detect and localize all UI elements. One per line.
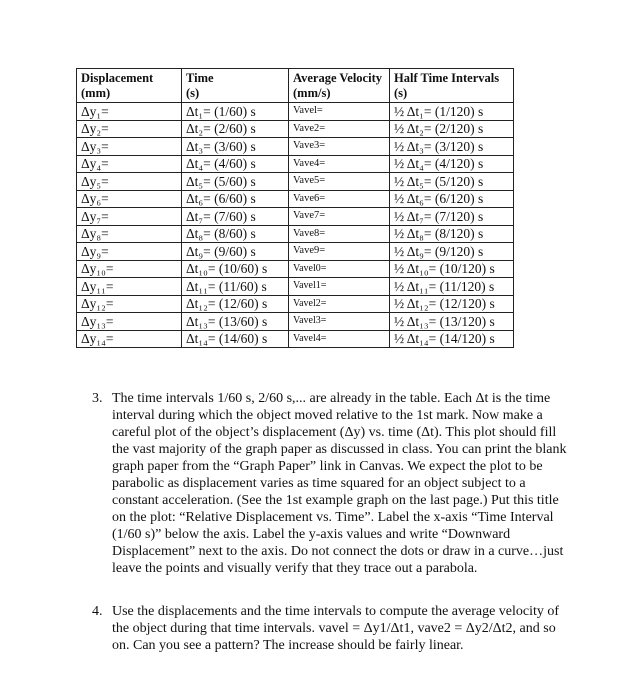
table-row [77, 260, 514, 278]
table-row [77, 225, 514, 243]
half-time-cell: ½ Δt₁₄= (14/120) s [390, 330, 514, 348]
table-row [77, 155, 514, 173]
time-cell: Δt₂= (2/60) s [182, 120, 289, 138]
displacement-cell: Δy₇= [77, 208, 182, 226]
table-row [77, 278, 514, 296]
displacement-cell: Δy₉= [77, 243, 182, 261]
time-cell: Δt₁₃= (13/60) s [182, 313, 289, 331]
time-cell: Δt₅= (5/60) s [182, 173, 289, 191]
table-row [77, 243, 514, 261]
average-velocity-cell: Vavel= [289, 103, 390, 121]
table-header-units-row [77, 86, 514, 103]
half-time-cell: ½ Δt₁₀= (10/120) s [390, 260, 514, 278]
average-velocity-cell: Vave2= [289, 120, 390, 138]
time-cell: Δt₁₄= (14/60) s [182, 330, 289, 348]
header-displacement: Displacement [77, 69, 182, 87]
table-row [77, 173, 514, 191]
average-velocity-cell: Vavel3= [289, 313, 390, 331]
table-row [77, 208, 514, 226]
time-cell: Δt₃= (3/60) s [182, 138, 289, 156]
header-time-unit: (s) [182, 86, 289, 103]
half-time-cell: ½ Δt₁₂= (12/120) s [390, 295, 514, 313]
half-time-cell: ½ Δt₆= (6/120) s [390, 190, 514, 208]
time-cell: Δt₁= (1/60) s [182, 103, 289, 121]
time-cell: Δt₉= (9/60) s [182, 243, 289, 261]
table-header-row [77, 69, 514, 87]
average-velocity-cell: Vavel1= [289, 278, 390, 296]
average-velocity-cell: Vave7= [289, 208, 390, 226]
displacement-cell: Δy₁₀= [77, 260, 182, 278]
question-4-text: Use the displacements and the time intervals to compute the average velocity of the object during that time intervals. vavel = Δy1/Δt1, vave2 = Δy2/Δt2, and so on. Can you see a pattern? The increase should be fairly linear. [112, 604, 560, 653]
data-table [76, 68, 514, 348]
time-cell: Δt₆= (6/60) s [182, 190, 289, 208]
displacement-cell: Δy₃= [77, 138, 182, 156]
question-3 [92, 390, 572, 577]
average-velocity-cell: Vave9= [289, 243, 390, 261]
average-velocity-cell: Vave4= [289, 155, 390, 173]
displacement-cell: Δy₁₁= [77, 278, 182, 296]
question-3-text: The time intervals 1/60 s, 2/60 s,... are already in the table. Each Δt is the time interval during which the object moved relative to the 1st mark. Now make a careful plot of the object’s displacement (Δy) vs. time (Δt). This plot should fill the vast majority of the graph paper as discussed in class. You can print the blank graph paper from the “Graph Paper” link in Canvas. We expect the plot to be parabolic as displacement varies as time squared for an object subject to a constant acceleration. (See the 1st example graph on the last page.) Put this title on the plot: “Relative Displacement vs. Time”. Label the x-axis “Time Interval (1/60 s)” below the axis. Label the y-axis values and write “Downward Displacement” next to the axis. Do not connect the dots or draw in a curve…just leave the points and visually verify that they trace out a parabola. [112, 391, 567, 576]
table-row [77, 138, 514, 156]
question-4 [92, 603, 572, 654]
table-row [77, 313, 514, 331]
half-time-cell: ½ Δt₁₁= (11/120) s [390, 278, 514, 296]
header-displacement-unit: (mm) [77, 86, 182, 103]
table-row [77, 120, 514, 138]
time-cell: Δt₁₀= (10/60) s [182, 260, 289, 278]
header-time: Time [182, 69, 289, 87]
average-velocity-cell: Vave3= [289, 138, 390, 156]
half-time-cell: ½ Δt₄= (4/120) s [390, 155, 514, 173]
table-row [77, 295, 514, 313]
header-half-time-intervals: Half Time Intervals [390, 69, 514, 87]
half-time-cell: ½ Δt₂= (2/120) s [390, 120, 514, 138]
average-velocity-cell: Vave6= [289, 190, 390, 208]
time-cell: Δt₁₁= (11/60) s [182, 278, 289, 296]
half-time-cell: ½ Δt₉= (9/120) s [390, 243, 514, 261]
time-cell: Δt₁₂= (12/60) s [182, 295, 289, 313]
table-row [77, 190, 514, 208]
displacement-cell: Δy₈= [77, 225, 182, 243]
average-velocity-cell: Vavel2= [289, 295, 390, 313]
displacement-cell: Δy₁₃= [77, 313, 182, 331]
time-cell: Δt₇= (7/60) s [182, 208, 289, 226]
question-3-number: 3. [92, 391, 103, 406]
header-half-time-intervals-unit: (s) [390, 86, 514, 103]
average-velocity-cell: Vavel0= [289, 260, 390, 278]
displacement-cell: Δy₅= [77, 173, 182, 191]
time-cell: Δt₄= (4/60) s [182, 155, 289, 173]
displacement-cell: Δy₄= [77, 155, 182, 173]
half-time-cell: ½ Δt₁₃= (13/120) s [390, 313, 514, 331]
average-velocity-cell: Vave8= [289, 225, 390, 243]
time-cell: Δt₈= (8/60) s [182, 225, 289, 243]
question-4-number: 4. [92, 604, 103, 619]
half-time-cell: ½ Δt₅= (5/120) s [390, 173, 514, 191]
table-row [77, 330, 514, 348]
average-velocity-cell: Vave5= [289, 173, 390, 191]
half-time-cell: ½ Δt₃= (3/120) s [390, 138, 514, 156]
displacement-cell: Δy₁₄= [77, 330, 182, 348]
header-average-velocity: Average Velocity [289, 69, 390, 87]
displacement-cell: Δy₁₂= [77, 295, 182, 313]
displacement-cell: Δy₆= [77, 190, 182, 208]
header-average-velocity-unit: (mm/s) [289, 86, 390, 103]
table-row [77, 103, 514, 121]
displacement-cell: Δy₁= [77, 103, 182, 121]
average-velocity-cell: Vavel4= [289, 330, 390, 348]
half-time-cell: ½ Δt₇= (7/120) s [390, 208, 514, 226]
displacement-cell: Δy₂= [77, 120, 182, 138]
half-time-cell: ½ Δt₈= (8/120) s [390, 225, 514, 243]
half-time-cell: ½ Δt₁= (1/120) s [390, 103, 514, 121]
